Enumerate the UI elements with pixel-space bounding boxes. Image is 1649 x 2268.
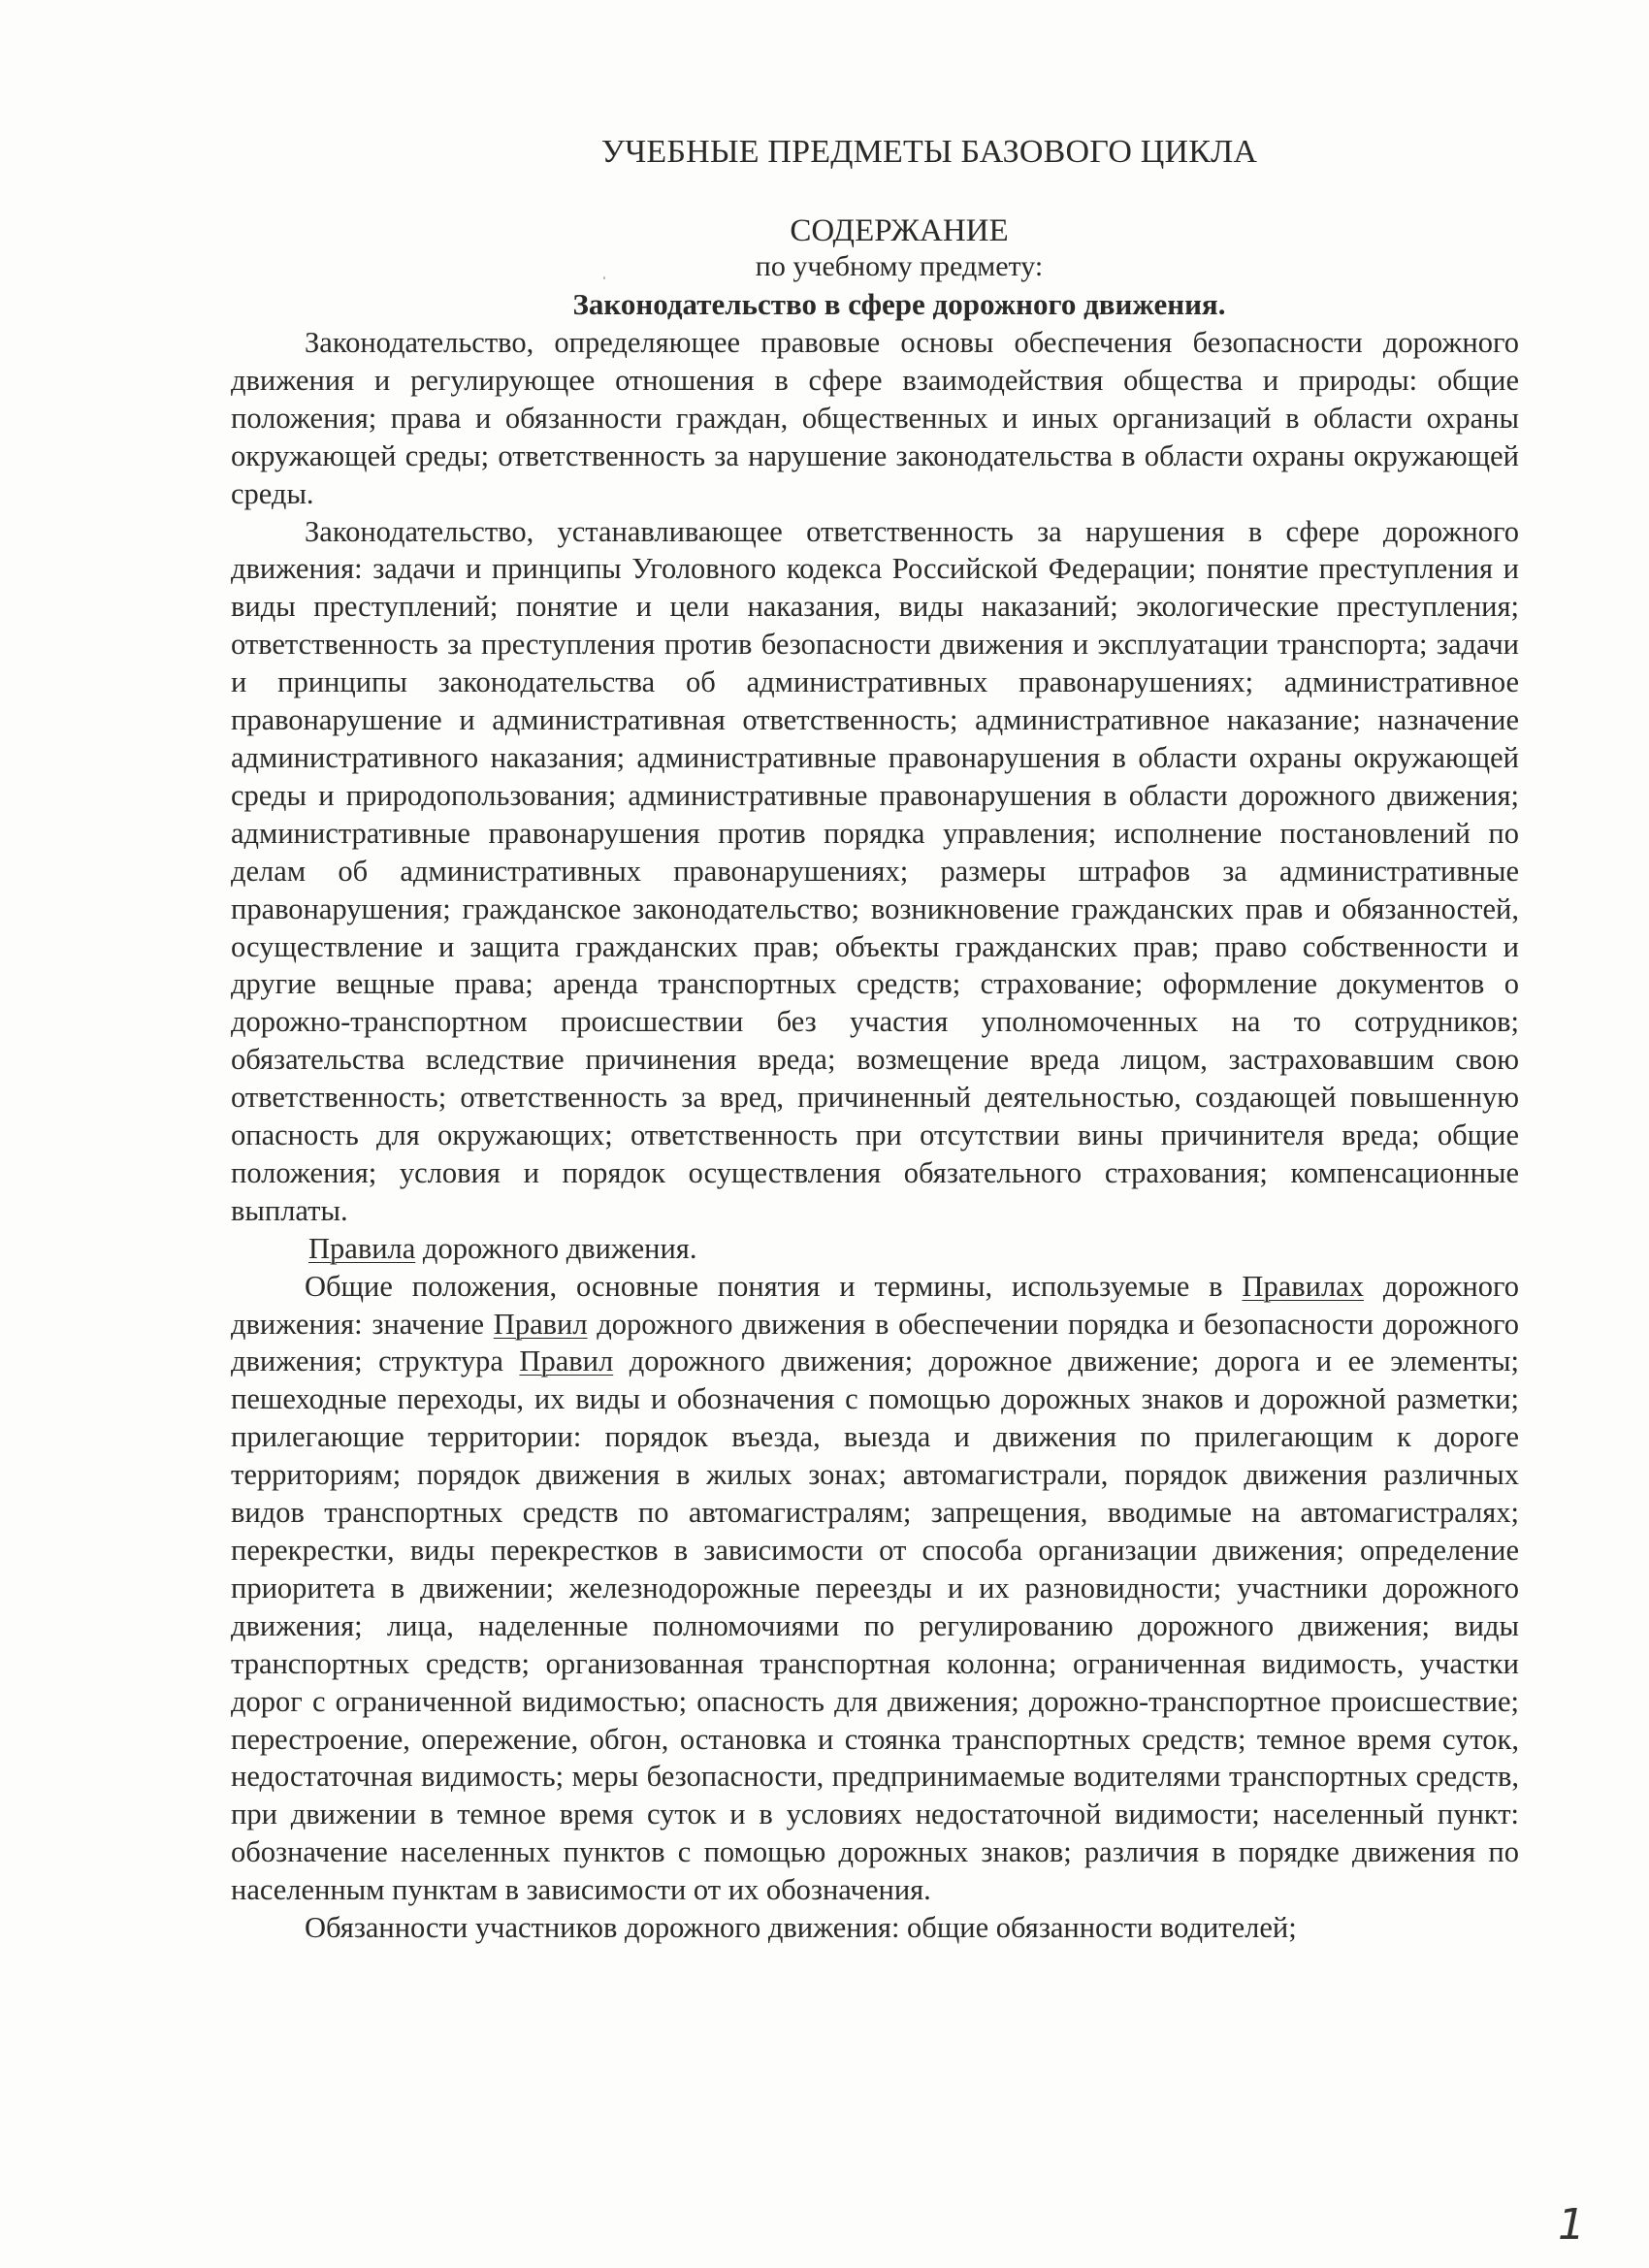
- section-heading-traffic-rules: Правила дорожного движения.: [308, 1231, 697, 1265]
- document-body: [231, 324, 1519, 1947]
- scan-speck: ˌ: [601, 260, 607, 279]
- underlined-term: Правила: [308, 1231, 416, 1265]
- page-title: УЧЕБНЫЕ ПРЕДМЕТЫ БАЗОВОГО ЦИКЛА: [600, 134, 1258, 170]
- underlined-term: Правил: [519, 1345, 614, 1378]
- paragraph-general-provisions: Общие положения, основные понятия и термины, используемые в Правилах дорожного движения: значение Правил дорожного движения в обеспечении порядка и безопасности дорожного движения; структура Правил дорожного движения; дорожное движение; дорога и ее элементы; пешеходные переходы, их виды и обозначения с помощью дорожных знаков и дорожной разметки; прилегающие территории: порядок въезда, выезда и движения по прилегающим к дороге территориям; порядок движения в жилых зонах; автомагистрали, порядок движения различных видов транспортных средств по автомагистралям; запрещения, вводимые на автомагистралях; перекрестки, виды перекрестков в зависимости от способа организации движения; определение приоритета в движении; железнодорожные переезды и их разновидности; участники дорожного движения; лица, наделенные полномочиями по регулированию дорожного движения; виды транспортных средств; организованная транспортная колонна; ограниченная видимость, участки дорог с ограниченной видимостью; опасность для движения; дорожно-транспортное происшествие; перестроение, опережение, обгон, остановка и стоянка транспортных средств; темное время суток, недостаточная видимость; меры безопасности, предпринимаемые водителями транспортных средств, при движении в темное время суток и в условиях недостаточной видимости; населенный пункт: обозначение населенных пунктов с помощью дорожных знаков; различия в порядке движения по населенным пунктам в зависимости от их обозначения.: [231, 1269, 1519, 1907]
- underlined-term: Правилах: [1242, 1269, 1364, 1303]
- underlined-term: Правил: [493, 1307, 588, 1341]
- subject-name: Законодательство в сфере дорожного движения.: [572, 287, 1226, 321]
- content-heading: СОДЕРЖАНИЕ: [790, 213, 1009, 248]
- paragraph-obligations: Обязанности участников дорожного движения: общие обязанности водителей;: [305, 1911, 1297, 1945]
- page-number: 1: [1558, 2200, 1585, 2250]
- subject-prefix: по учебному предмету:: [755, 250, 1044, 282]
- document-page: [231, 0, 1519, 2268]
- paragraph-environment-law: Законодательство, определяющее правовые основы обеспечения безопасности дорожного движения и регулирующее отношения в сфере взаимодействия общества и природы: общие положения; права и обязанности граждан, общественных и иных организаций в области охраны окружающей среды; ответственность за нарушение законодательства в области охраны окружающей среды.: [231, 326, 1519, 510]
- paragraph-liability-law: Законодательство, устанавливающее ответственность за нарушения в сфере дорожного движения: задачи и принципы Уголовного кодекса Российской Федерации; понятие преступления и виды преступлений; понятие и цели наказания, виды наказаний; экологические преступления; ответственность за преступления против безопасности движения и эксплуатации транспорта; задачи и принципы законодательства об административных правонарушениях; административное правонарушение и административная ответственность; административное наказание; назначение административного наказания; административные правонарушения в области охраны окружающей среды и природопользования; административные правонарушения в области дорожного движения; административные правонарушения против порядка управления; исполнение постановлений по делам об административных правонарушениях; размеры штрафов за административные правонарушения; гражданское законодательство; возникновение гражданских прав и обязанностей, осуществление и защита гражданских прав; объекты гражданских прав; право собственности и другие вещные права; аренда транспортных средств; страхование; оформление документов о дорожно-транспортном происшествии без участия уполномоченных на то сотрудников; обязательства вследствие причинения вреда; возмещение вреда лицом, застраховавшим свою ответственность; ответственность за вред, причиненный деятельностью, создающей повышенную опасность для окружающих; ответственность при отсутствии вины причинителя вреда; общие положения; условия и порядок осуществления обязательного страхования; компенсационные выплаты.: [231, 514, 1519, 1227]
